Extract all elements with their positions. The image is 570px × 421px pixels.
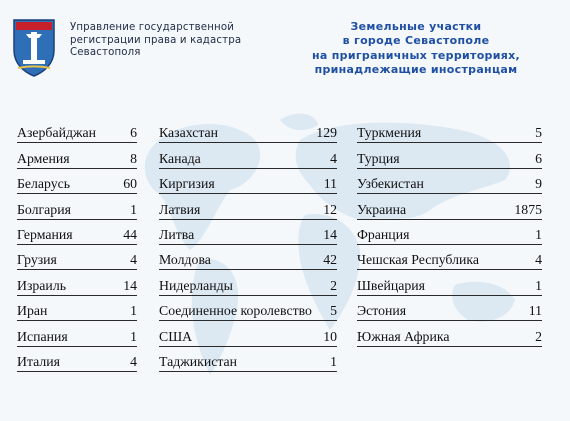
land-plot-count: 4 (130, 252, 137, 268)
land-plot-count: 129 (316, 125, 337, 141)
country-name: Таджикистан (159, 353, 238, 369)
page-title (285, 20, 547, 77)
country-name: Туркмения (357, 125, 422, 141)
country-name: Израиль (17, 277, 66, 293)
land-plot-count: 1 (130, 328, 137, 344)
country-name: Азербайджан (17, 125, 97, 141)
title-line: на приграничных территориях, (312, 48, 520, 62)
country-name: Узбекистан (357, 176, 424, 192)
land-plot-count: 2 (330, 277, 337, 293)
table-row (17, 245, 137, 270)
land-plot-count: 1 (130, 303, 137, 319)
table-row (357, 220, 542, 245)
table-row (357, 321, 542, 346)
country-name: Молдова (159, 252, 211, 268)
table-row (159, 296, 337, 321)
land-plot-count: 2 (535, 328, 542, 344)
land-plot-count: 1 (535, 277, 542, 293)
country-name: Южная Африка (357, 328, 450, 344)
table-row (357, 118, 542, 143)
land-plot-count: 14 (323, 226, 337, 242)
country-name: Италия (17, 353, 61, 369)
organization-line: Севастополя (70, 47, 141, 58)
table-row (357, 270, 542, 295)
country-name: Канада (159, 150, 201, 166)
country-name: Киргизия (159, 176, 215, 192)
country-name: Грузия (17, 252, 57, 268)
land-plot-count: 11 (528, 303, 542, 319)
table-row (17, 118, 137, 143)
table-row (17, 220, 137, 245)
land-plot-count: 14 (123, 277, 137, 293)
country-name: Украина (357, 201, 407, 217)
title-line: Земельные участки (350, 20, 482, 33)
sevastopol-emblem-icon (8, 16, 60, 78)
table-row (17, 194, 137, 219)
table-row (159, 220, 337, 245)
table-row (159, 245, 337, 270)
land-plot-count: 12 (323, 201, 337, 217)
country-column-1 (17, 118, 137, 372)
table-row (159, 347, 337, 372)
country-name: Литва (159, 226, 195, 242)
table-row (17, 143, 137, 168)
land-plot-count: 11 (323, 176, 337, 192)
table-row (17, 347, 137, 372)
land-plot-count: 8 (130, 150, 137, 166)
table-row (159, 143, 337, 168)
table-row (357, 194, 542, 219)
table-row (17, 169, 137, 194)
country-name: Германия (17, 226, 73, 242)
land-plot-count: 6 (535, 150, 542, 166)
table-row (357, 296, 542, 321)
land-plot-count: 6 (130, 125, 137, 141)
organization-line: Управление государственной (70, 22, 234, 33)
country-name: Эстония (357, 303, 407, 319)
country-column-3 (357, 118, 542, 347)
table-row (357, 169, 542, 194)
title-line: принадлежащие иностранцам (314, 62, 518, 76)
country-name: Иран (17, 303, 48, 319)
land-plot-count: 4 (130, 353, 137, 369)
title-line: в городе Севастополе (342, 34, 490, 48)
land-plot-count: 10 (323, 328, 337, 344)
land-plot-count: 5 (330, 303, 337, 319)
table-row (159, 270, 337, 295)
organization-name (70, 22, 285, 60)
land-plot-count: 1 (130, 201, 137, 217)
table-row (159, 194, 337, 219)
table-row (357, 143, 542, 168)
land-plot-count: 1875 (514, 201, 542, 217)
country-name: Армения (17, 150, 70, 166)
land-plot-count: 4 (330, 150, 337, 166)
country-column-2 (159, 118, 337, 372)
table-row (159, 321, 337, 346)
land-plot-count: 1 (330, 353, 337, 369)
country-name: Болгария (17, 201, 71, 217)
country-name: Турция (357, 150, 400, 166)
land-plot-count: 1 (535, 226, 542, 242)
country-name: Чешская Республика (357, 252, 479, 268)
table-row (159, 118, 337, 143)
country-name: Швейцария (357, 277, 425, 293)
table-row (17, 321, 137, 346)
land-plot-count: 44 (123, 226, 137, 242)
table-row (17, 296, 137, 321)
country-name: Беларусь (17, 176, 71, 192)
table-row (17, 270, 137, 295)
table-row (357, 245, 542, 270)
land-plot-count: 4 (535, 252, 542, 268)
country-name: США (159, 328, 193, 344)
country-name: Латвия (159, 201, 201, 217)
organization-line: регистрации права и кадастра (70, 34, 242, 46)
land-plot-count: 9 (535, 176, 542, 192)
country-name: Нидерланды (159, 277, 233, 293)
country-name: Испания (17, 328, 68, 344)
table-row (159, 169, 337, 194)
country-name: Франция (357, 226, 410, 242)
land-plot-count: 60 (123, 176, 137, 192)
land-plot-count: 42 (323, 252, 337, 268)
country-name: Казахстан (159, 125, 219, 141)
country-name: Соединенное королевство (159, 303, 312, 319)
land-plot-count: 5 (535, 125, 542, 141)
